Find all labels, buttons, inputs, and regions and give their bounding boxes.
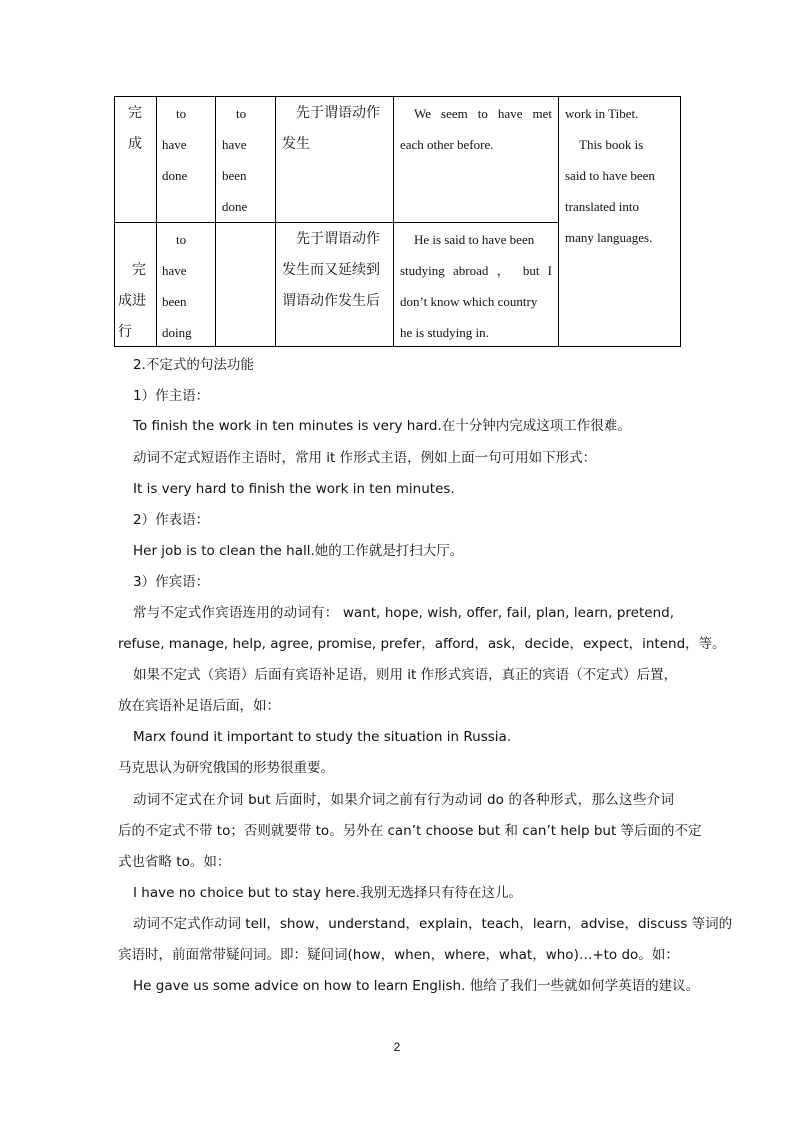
extra-example — [565, 98, 677, 253]
row1-active-line: to — [176, 106, 187, 121]
example-sentence: Her job is to clean the hall.她的工作就是打扫大厅。 — [133, 543, 464, 559]
extra-example-line: work in Tibet. — [565, 106, 639, 121]
subheading-object: 3）作宾语： — [133, 574, 210, 590]
explanation-text: 动词不定式在介词 but 后面时，如果介词之前有行为动词 do 的各种形式，那么这些介词 — [133, 792, 674, 808]
row2-active-line: to — [176, 232, 187, 247]
page-number: 2 — [393, 1040, 401, 1054]
example-sentence: I have no choice but to stay here.我别无选择只有待在这儿。 — [133, 885, 522, 901]
row1-label-line: 完 — [128, 105, 142, 121]
row1-meaning-line: 先于谓语动作 — [296, 105, 380, 121]
row1-passive-line: done — [222, 199, 248, 214]
extra-example-line: translated into — [565, 199, 640, 214]
row2-label-line: 行 — [118, 324, 132, 340]
row2-meaning-line: 谓语动作发生后 — [282, 293, 380, 309]
extra-example-line: said to have been — [565, 168, 655, 183]
subheading-predicative: 2）作表语： — [133, 512, 210, 528]
row1-label-line: 成 — [128, 136, 142, 152]
row2-active-line: doing — [162, 325, 192, 340]
row2-example-line: He is said to have been — [414, 232, 535, 247]
infinitive-forms-table — [114, 96, 681, 347]
explanation-text: 宾语时，前面常带疑问词。即：疑问词(how，when，where，what，who)…+to do。如： — [118, 947, 679, 963]
row1-meaning-line: 发生 — [282, 136, 310, 152]
explanation-text: refuse, manage, help, agree, promise, prefer，afford，ask，decide，expect，intend，等。 — [118, 636, 726, 652]
explanation-text: 动词不定式作动词 tell，show，understand，explain，teach，learn，advise，discuss 等词的 — [133, 916, 733, 932]
row1-passive-line: have — [222, 137, 247, 152]
row2-active-line: have — [162, 263, 187, 278]
example-sentence: He gave us some advice on how to learn English. 他给了我们一些就如何学英语的建议。 — [133, 978, 700, 994]
example-sentence: Marx found it important to study the situation in Russia. — [133, 729, 512, 745]
row2-meaning — [282, 224, 392, 317]
example-translation: 马克思认为研究俄国的形势很重要。 — [118, 760, 334, 776]
row2-label-line: 成进 — [118, 293, 146, 309]
row2-example-line: studying abroad ， but I — [400, 263, 552, 278]
explanation-text: 放在宾语补足语后面，如： — [118, 698, 280, 714]
row1-example-line: We seem to have met — [414, 106, 552, 121]
subheading-subject: 1）作主语： — [133, 388, 210, 404]
example-sentence: To finish the work in ten minutes is very hard.在十分钟内完成这项工作很难。 — [133, 418, 631, 434]
extra-example-line: This book is — [579, 137, 644, 152]
row2-meaning-line: 先于谓语动作 — [296, 231, 380, 247]
section-heading: 2.不定式的句法功能 — [133, 357, 254, 373]
explanation-text: 后的不定式不带 to；否则就要带 to。另外在 can’t choose but 和 can’t help but 等后面的不定 — [118, 823, 702, 839]
row1-passive-line: to — [236, 106, 247, 121]
row1-active-line: done — [162, 168, 188, 183]
row2-active — [162, 224, 212, 348]
row2-active-line: been — [162, 294, 187, 309]
row1-active-line: have — [162, 137, 187, 152]
row2-label — [114, 224, 156, 348]
row2-example — [400, 224, 552, 348]
extra-example-line: many languages. — [565, 230, 653, 245]
row1-example — [400, 98, 552, 160]
explanation-text: 如果不定式（宾语）后面有宾语补足语，则用 it 作形式宾语，真正的宾语（不定式）后置， — [133, 667, 678, 683]
row1-meaning — [282, 98, 392, 160]
row1-active — [162, 98, 212, 191]
row1-example-line: each other before. — [400, 137, 494, 152]
row2-meaning-line: 发生而又延续到 — [282, 262, 380, 278]
explanation-text: 常与不定式作宾语连用的动词有： want, hope, wish, offer, fail, plan, learn, pretend, — [133, 605, 674, 621]
explanation-text: 动词不定式短语作主语时，常用 it 作形式主语，例如上面一句可用如下形式： — [133, 450, 597, 466]
example-sentence: It is very hard to finish the work in ten minutes. — [133, 481, 455, 497]
row2-label-line — [114, 224, 156, 255]
row2-label-line: 完 — [132, 262, 146, 278]
explanation-text: 式也省略 to。如： — [118, 854, 231, 870]
row1-passive-line: been — [222, 168, 247, 183]
row2-example-line: he is studying in. — [400, 325, 489, 340]
row2-example-line: don’t know which country — [400, 294, 538, 309]
row1-passive — [222, 98, 272, 222]
row1-label — [114, 98, 156, 160]
